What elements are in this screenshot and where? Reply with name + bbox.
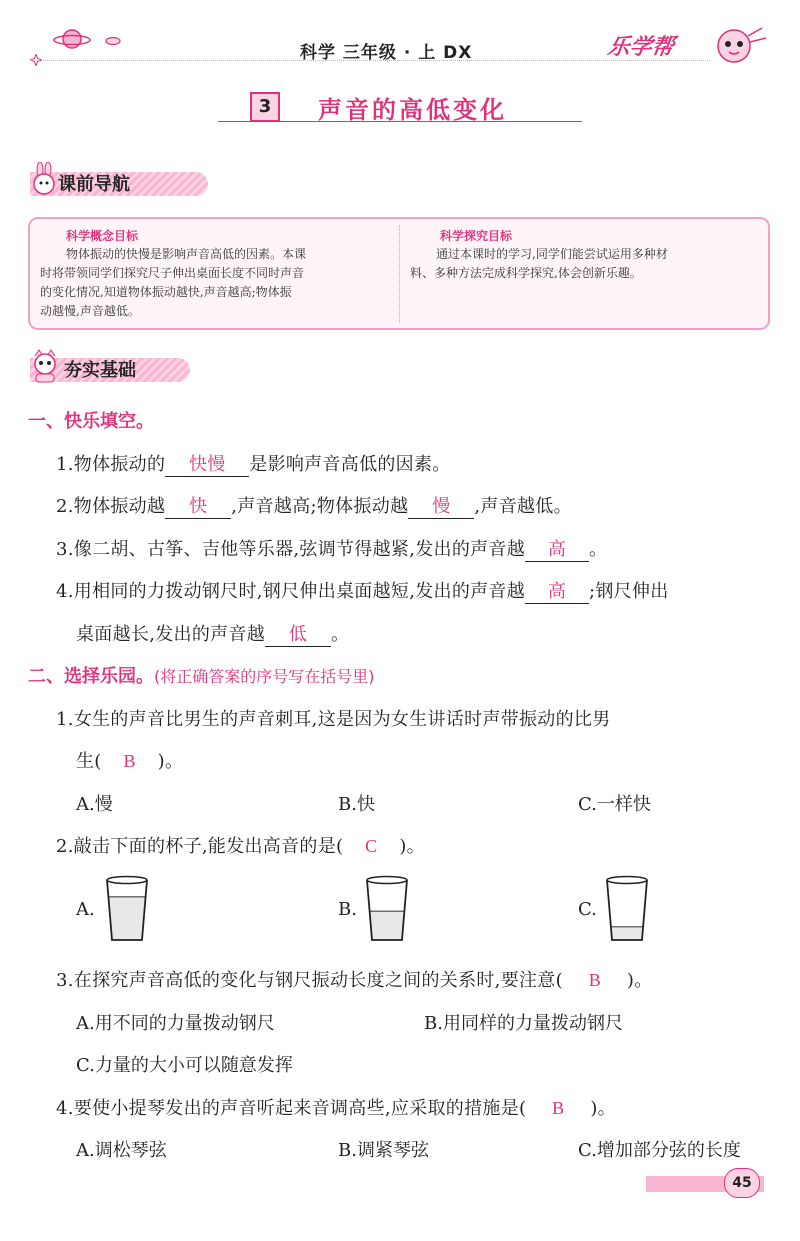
option-a[interactable]: A.慢 [76,794,113,815]
option-b[interactable]: B.用同样的力量拨动钢尺 [424,1013,623,1034]
cup-label-c: C. [578,899,597,920]
explore-line: 通过本课时的学习,同学们能尝试运用多种材 [436,247,668,261]
explore-line: 料、多种方法完成科学探究,体会创新乐趣。 [410,266,642,280]
header-title: 科学 三年级 · 上 DX [300,43,473,63]
cat-mascot-icon [30,348,60,384]
cup-label-a: A. [76,899,95,920]
question-text: 2.敲击下面的杯子,能发出高音的是( [56,836,344,857]
water-fill [108,897,145,940]
water-fill [370,911,405,940]
lesson-title: 声音的高低变化 [318,96,507,124]
fill-question-2 [56,492,572,519]
option-a[interactable]: A.用不同的力量拨动钢尺 [76,1013,275,1034]
option-c[interactable]: C.增加部分弦的长度 [578,1140,741,1161]
question-text: )。 [399,836,425,857]
cup-c-icon[interactable] [604,874,650,946]
answer-blank[interactable]: 快慢 [165,450,249,477]
choice-question-1: 1.女生的声音比男生的声音刺耳,这是因为女生讲话时声带振动的比男 [56,709,611,730]
choice-title-text: 二、选择乐园。 [28,666,154,687]
question-text: ;钢尺伸出 [589,581,669,602]
question-text: ,声音越低。 [474,496,572,517]
choice-question-4 [56,1094,616,1120]
question-text: 3.在探究声音高低的变化与钢尺振动长度之间的关系时,要注意( [56,970,563,991]
question-text: 4.要使小提琴发出的声音听起来音调高些,应采取的措施是( [56,1098,527,1119]
question-text: ,声音越高;物体振动越 [231,496,409,517]
question-text: 1.物体振动的 [56,454,166,475]
glass-rim [107,877,147,884]
question-text: )。 [590,1098,616,1119]
planet-icon [52,26,92,52]
preview-banner-label: 课前导航 [58,174,130,195]
choice-section-title [28,662,375,688]
option-c[interactable]: C.一样快 [578,794,651,815]
concept-line: 的变化情况,知道物体振动越快,声音越高;物体振 [40,285,292,299]
option-c[interactable]: C.力量的大小可以随意发挥 [76,1055,293,1076]
bunny-icon [30,162,58,196]
question-text: 4.用相同的力拨动钢尺时,钢尺伸出桌面越短,发出的声音越 [56,581,526,602]
fill-section-title: 一、快乐填空。 [28,411,154,432]
concept-line: 物体振动的快慢是影响声音高低的因素。本课 [66,247,307,261]
answer-paren[interactable]: C [365,836,378,856]
question-text: 。 [331,624,350,645]
concept-goal-text [40,245,396,321]
page-number: 45 [724,1168,760,1198]
explore-goal-text [410,245,762,283]
question-text: 3.像二胡、古筝、吉他等乐器,弦调节得越紧,发出的声音越 [56,539,526,560]
question-text: 桌面越长,发出的声音越 [76,624,266,645]
cup-label-b: B. [338,899,357,920]
answer-paren[interactable]: B [588,970,602,990]
choice-question-2 [56,832,425,858]
choice-question-3 [56,966,653,992]
lesson-number: 3 [250,92,280,122]
option-b[interactable]: B.快 [338,794,375,815]
cup-a-icon[interactable] [104,874,150,946]
basics-banner-label: 夯实基础 [64,360,136,381]
explore-goal-title: 科学探究目标 [440,229,513,243]
cup-b-icon[interactable] [364,874,410,946]
title-underline [218,121,582,122]
answer-paren[interactable]: B [552,1098,565,1118]
answer-blank[interactable]: 低 [265,620,331,647]
question-text: 。 [589,539,608,560]
concept-goal-title: 科学概念目标 [66,229,139,243]
mascot-icon [704,22,768,68]
answer-paren[interactable]: B [123,751,136,771]
fill-question-3 [56,535,607,562]
fill-question-1 [56,450,451,477]
water-fill [611,927,643,940]
glass-rim [367,877,407,884]
fill-question-4-cont [76,620,349,647]
preview-banner [0,162,260,194]
question-text: )。 [626,970,653,991]
answer-blank[interactable]: 高 [525,577,589,604]
basics-banner [0,348,260,380]
option-a[interactable]: A.调松琴弦 [76,1140,167,1161]
brand-logo: 乐学帮 [605,35,676,60]
concept-line: 时将带领同学们探究尺子伸出桌面长度不同时声音 [40,266,305,280]
glass-rim [607,877,647,884]
answer-blank[interactable]: 慢 [408,492,474,519]
objectives-divider [399,225,400,323]
fill-question-4 [56,577,669,604]
answer-blank[interactable]: 高 [525,535,589,562]
choice-note: (将正确答案的序号写在括号里) [154,667,375,686]
concept-line: 动越慢,声音越低。 [40,304,140,318]
question-text: )。 [157,751,184,772]
question-text: 2.物体振动越 [56,496,166,517]
question-text: 是影响声音高低的因素。 [249,454,451,475]
option-b[interactable]: B.调紧琴弦 [338,1140,429,1161]
choice-question-1-cont [76,747,183,773]
rocket-icon [104,34,122,48]
question-text: 生( [76,751,102,772]
answer-blank[interactable]: 快 [165,492,231,519]
